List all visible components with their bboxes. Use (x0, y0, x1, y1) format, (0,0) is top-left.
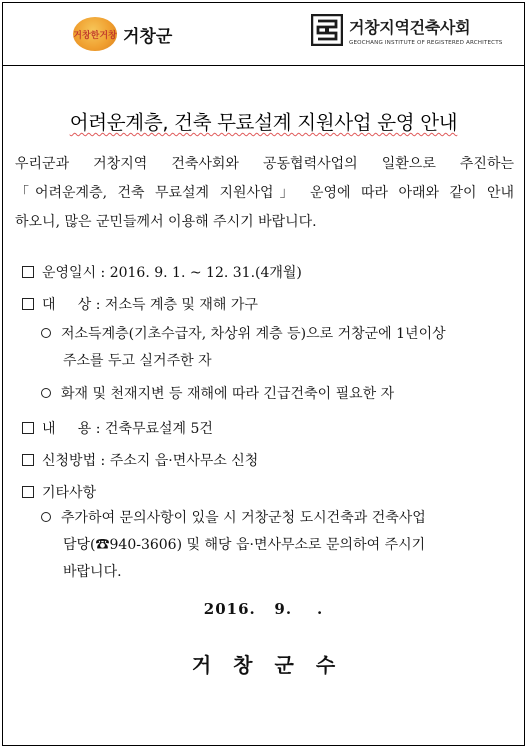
item-content (22, 418, 213, 438)
intro-line: 하오니, 많은 군민들께서 이용해 주시기 바랍니다. (15, 214, 317, 230)
sub-item-text: 담당(☎940-3606) 및 해당 읍·면사무소로 문의하여 주시기 (63, 537, 426, 553)
sub-item-text: 화재 및 천재지변 등 재해에 따라 긴급건축이 필요한 자 (61, 386, 395, 402)
signature: 거창군수 (191, 653, 358, 677)
intro-line: 우리군과 거창지역 건축사회와 공동협력사업의 일환으로 추진하는 (15, 156, 514, 172)
item-period (22, 262, 302, 282)
checkbox-square-icon (22, 454, 34, 466)
target-sub-item-1 (41, 321, 524, 375)
item-method (22, 450, 258, 470)
item-method-text: 신청방법 : 주소지 읍·면사무소 신청 (42, 453, 259, 469)
gun-name: 거창군 (123, 26, 173, 47)
checkbox-square-icon (22, 298, 34, 310)
institute-name: 거창지역건축사회 (349, 17, 471, 37)
item-etc-text: 기타사항 (42, 485, 97, 501)
sub-item-text: 바랍니다. (63, 564, 122, 580)
notice-date: 2016. 9. . (203, 600, 324, 618)
item-target (22, 294, 258, 314)
circle-bullet-icon (41, 388, 51, 398)
page-title: 어려운계층, 건축 무료설계 지원사업 운영 안내 (69, 111, 458, 134)
sub-item-text: 주소를 두고 실거주한 자 (63, 353, 212, 369)
checkbox-square-icon (22, 422, 34, 434)
geochang-gun-logo (73, 14, 172, 54)
circle-bullet-icon (41, 512, 51, 522)
item-target-text: 대 상 : 저소득 계층 및 재해 가구 (42, 297, 258, 313)
etc-sub-item (41, 505, 524, 586)
sub-item-text: 저소득계층(기초수급자, 차상위 계층 등)으로 거창군에 1년이상 (61, 326, 446, 342)
geochang-emblem-icon: 거창한거창 (73, 17, 117, 51)
intro-paragraph (15, 150, 514, 237)
circle-bullet-icon (41, 328, 51, 338)
target-sub-item-2 (41, 381, 524, 408)
checkbox-square-icon (22, 266, 34, 278)
institute-emblem-icon (311, 14, 343, 46)
institute-logo (311, 14, 502, 46)
notice-document (2, 2, 525, 746)
item-period-text: 운영일시 : 2016. 9. 1. ~ 12. 31.(4개월) (42, 265, 302, 281)
institute-subtitle: GEOCHANG INSTITUTE OF REGISTERED ARCHITECTS (349, 39, 503, 46)
intro-line: 「어려운계층, 건축 무료설계 지원사업」 운영에 따라 아래와 같이 안내 (15, 185, 514, 201)
header-divider (3, 65, 524, 66)
item-etc (22, 482, 96, 502)
sub-item-text: 추가하여 문의사항이 있을 시 거창군청 도시건축과 건축사업 (61, 510, 426, 526)
item-content-text: 내 용 : 건축무료설계 5건 (42, 421, 213, 437)
checkbox-square-icon (22, 486, 34, 498)
